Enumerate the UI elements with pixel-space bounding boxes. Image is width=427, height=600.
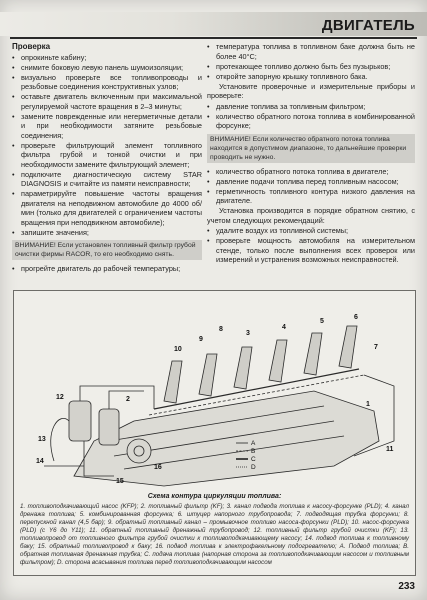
callout-1: 1 [366,401,370,408]
injector-row [164,326,357,403]
header-rule [10,37,417,39]
legend-b: B [251,448,256,455]
warning-note: ВНИМАНИЕ! Если количество обратного потока топлива находится в допустимом диапазоне, то дальнейшие проверки проводить не нужно. [207,134,415,163]
legend-a: A [251,440,256,447]
callout-6: 6 [354,314,358,321]
callout-3: 3 [246,330,250,337]
list-item: • давление топлива за топливным фильтром; [207,101,366,111]
chapter-title: ДВИГАТЕЛЬ [321,17,415,34]
callout-15: 15 [116,478,124,485]
figure-legend: 1. топливоподкачивающий насос (KFP); 2. топливный фильтр (KF); 3. канал подвода топлива к насосу-форсунке (PLD); 4. канал дренажа топлива; 5. комбинированная форсунка; 6. штуцер напорного трубопровода; 7. подводящая трубка форсунки; 8. перепускной канал (4,5 бар); 9. обратный топливный канал – промывочное топливо насоса-форсунки (PLD); 10. насос-форсунка (PLD) (с Y6 до Y11); 11. обратный топливный дренажный трубопровод; 12. топливный фильтр грубой очистки (KF); 13. топливопровод от топливного фильтра грубой очистки к топливоподкачивающему насосу; 14. подвод топлива к топливному баку; 15. обратный топливопровод к баку; 16. подвод топлива к электрофакельному подогревателю; A. Подвод топлива; B. обратная топливная дренажная трубка; C. подача топлива (напорная сторона за топливоподкачивающим насосом и топливным фильтром); D. сторона всасывания топлива перед топливоподкачивающим насосом [20,503,409,566]
list-item: • температура топлива в топливном баке должна быть не более 40°С; [207,42,415,61]
list-item: • проверьте фильтрующий элемент топливного фильтра грубой и тонкой очистки и при необходимости замените фильтрующий элемент; [12,140,202,169]
callout-12: 12 [56,394,64,401]
paragraph: Установка производится в порядке обратном снятию, с учетом следующих рекомендаций: [207,206,415,225]
legend-d: D [251,464,256,471]
figure-caption: Схема контура циркуляции топлива: [147,493,282,500]
list-item: • параметрируйте повышение частоты вращения двигателя на неподвижном автомобиле до 4000 об/мин (только для двигателей с ограничением частоты вращения при неподвижном автомобиле); [12,189,202,227]
list-item: • опрокиньте кабину; [12,52,87,62]
list-item: • визуально проверьте все топливопроводы и резьбовые соединения конструктивных узлов; [12,72,202,91]
callout-16: 16 [154,464,162,471]
list-item: • проверьте мощность автомобиля на измерительном стенде, только после выполнения всех проверок или измерений и устранения возможных неисправностей. [207,236,415,264]
callout-11: 11 [386,446,394,453]
paragraph: Установите проверочные и измерительные приборы и проверьте: [207,81,415,100]
list-item: • оставьте двигатель включенным при максимальной регулируемой частоте вращения в 2–3 минуты; [12,92,202,111]
list-item: • протекающее топливо должно быть без пузырьков; [207,61,391,71]
list-item: • откройте запорную крышку топливного бака. [207,71,368,81]
callout-7: 7 [374,344,378,351]
list-item: • запишите значения; [12,227,89,237]
left-column [12,42,202,274]
callout-13: 13 [38,436,46,443]
fuel-circuit-diagram [14,291,415,491]
left-item-list [12,53,202,238]
callout-5: 5 [320,318,324,325]
list-item: • прогрейте двигатель до рабочей температуры; [12,264,181,273]
page-number: 233 [398,581,415,592]
list-item: • снимите боковую левую панель шумоизоляции; [12,62,184,72]
list-item: • удалите воздух из топливной системы; [207,226,349,235]
figure-frame [13,290,416,576]
list-item: • количество обратного потока топлива в комбинированной форсунке; [207,111,415,130]
callout-14: 14 [36,458,44,465]
legend-c: C [251,456,256,463]
callout-2: 2 [126,396,130,403]
right-column [207,42,415,265]
callout-8: 8 [219,326,223,333]
callout-9: 9 [199,336,203,343]
warning-note: ВНИМАНИЕ! Если установлен топливный фильтр грубой очистки фирмы RACOR, то его необходимо снять. [12,240,202,260]
section-title: Проверка [12,42,51,51]
list-item: • количество обратного потока топлива в двигателе; [207,166,389,176]
list-item: • давление подачи топлива перед топливным насосом; [207,176,399,186]
list-item: • замените поврежденные или негерметичные детали и при необходимости затяните резьбовые соединения; [12,111,202,140]
callout-10: 10 [174,346,182,353]
list-item: • герметичность топливного контура низкого давления на двигателе. [207,186,415,205]
callout-4: 4 [282,324,286,331]
list-item: • подключите диагностическую систему STAR DIAGNOSIS и считайте из памяти неисправности; [12,169,202,188]
